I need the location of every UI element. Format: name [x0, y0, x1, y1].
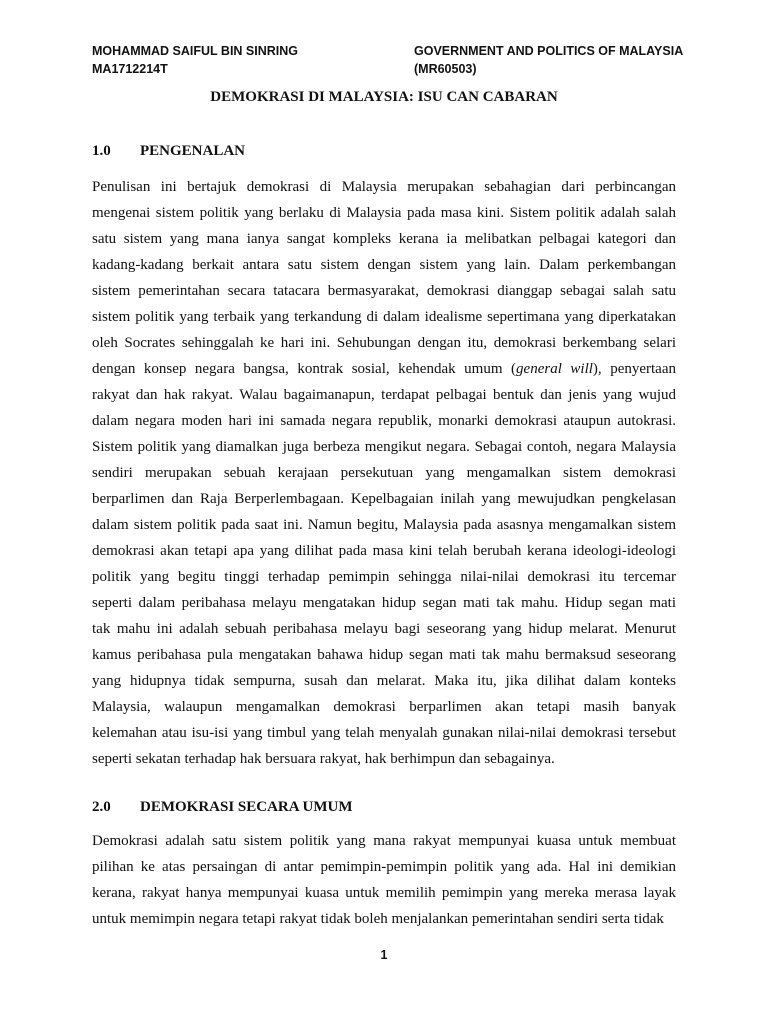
italic-term: general will: [516, 361, 593, 377]
text-line: Malaysia, walaupun mengamalkan demokrasi berparlimen akan tetapi masih banyak: [92, 699, 676, 715]
text-line: satu sistem yang mana ianya sangat kompleks kerana ia melibatkan pelbagai kategori dan: [92, 231, 676, 247]
text-line: rakyat dan hak rakyat. Walau bagaimanapun, terdapat pelbagai bentuk dan jenis yang wujud: [92, 387, 676, 403]
text-line: Penulisan ini bertajuk demokrasi di Malaysia merupakan sebahagian dari perbincangan: [92, 179, 676, 195]
text-line: untuk memimpin negara tetapi rakyat tidak boleh menjalankan pemerintahan sendiri serta tidak: [92, 911, 664, 927]
student-id: MA1712214T: [92, 62, 168, 76]
section-body-1: [92, 174, 676, 772]
text-line: Sistem politik yang diamalkan juga berbeza mengikut negara. Sebagai contoh, negara Malaysia: [92, 439, 676, 455]
text-line: kerana, rakyat hanya mempunyai kuasa untuk memilih pemimpin yang mereka merasa layak: [92, 885, 676, 901]
page-number: 1: [380, 948, 388, 962]
text-line: tak mahu ini adalah sebuah peribahasa melayu bagi seseorang yang hidup melarat. Menurut: [92, 621, 676, 637]
section-number: 2.0: [92, 799, 111, 815]
section-heading-1: [92, 143, 245, 160]
text-line: sistem pemerintahan secara tatacara bermasyarakat, demokrasi dianggap sebagai salah satu: [92, 283, 676, 299]
course-code: (MR60503): [414, 62, 477, 76]
text-line: yang hidupnya tidak sempurna, susah dan melarat. Maka itu, jika dilihat dalam konteks: [92, 673, 676, 689]
text-line: sistem politik yang terbaik yang terkandung di dalam idealisme sepertimana yang diperkatakan: [92, 309, 676, 325]
text-line: seperti sekatan terhadap hak bersuara rakyat, hak berhimpun dan sebagainya.: [92, 751, 555, 767]
text-line: kadang-kadang berkait antara satu sistem dengan sistem yang lain. Dalam perkembangan: [92, 257, 676, 273]
document-title: DEMOKRASI DI MALAYSIA: ISU CAN CABARAN: [210, 89, 558, 105]
section-title: PENGENALAN: [140, 143, 246, 159]
header-left: [92, 42, 298, 78]
text-line: demokrasi akan tetapi apa yang dilihat pada masa kini telah berubah kerana ideologi-ideologi: [92, 543, 676, 559]
course-title: GOVERNMENT AND POLITICS OF MALAYSIA: [414, 44, 684, 58]
header-right: [414, 42, 683, 78]
text-line: dalam negara moden hari ini samada negara republik, monarki demokrasi ataupun autokrasi.: [92, 413, 676, 429]
text-line: Demokrasi adalah satu sistem politik yang mana rakyat mempunyai kuasa untuk membuat: [92, 833, 676, 849]
text-line: kamus peribahasa pula mengatakan bahawa hidup segan mati tak mahu bermaksud seseorang: [92, 647, 676, 663]
section-body-2: [92, 828, 676, 932]
section-title: DEMOKRASI SECARA UMUM: [140, 799, 353, 815]
section-heading-2: [92, 799, 353, 816]
text-line: politik yang begitu tinggi terhadap pemimpin sehingga nilai-nilai demokrasi itu tercemar: [92, 569, 676, 585]
text-line: dengan konsep negara bangsa, kontrak sosial, kehendak umum (general will), penyertaan: [92, 361, 676, 377]
text-line: seperti dalam peribahasa melayu mengatakan hidup segan mati tak mahu. Hidup segan mati: [92, 595, 676, 611]
text-line: pilihan ke atas persaingan di antar pemimpin-pemimpin politik yang ada. Hal ini demikian: [92, 859, 676, 875]
section-number: 1.0: [92, 143, 111, 159]
text-line: dalam sistem politik pada saat ini. Namun begitu, Malaysia pada asasnya mengamalkan sistem: [92, 517, 676, 533]
author-name: MOHAMMAD SAIFUL BIN SINRING: [92, 44, 299, 58]
text-line: sendiri merupakan sebuah kerajaan persekutuan yang mengamalkan sistem demokrasi: [92, 465, 676, 481]
text-line: berparlimen dan Raja Berperlembagaan. Kepelbagaian inilah yang mewujudkan pengkelasan: [92, 491, 676, 507]
text-line: mengenai sistem politik yang berlaku di Malaysia pada masa kini. Sistem politik adalah salah: [92, 205, 676, 221]
text-line: oleh Socrates sehinggalah ke hari ini. Sehubungan dengan itu, demokrasi berkembang selari: [92, 335, 676, 351]
text-line: kelemahan atau isu-isi yang timbul yang telah menyalah gunakan nilai-nilai demokrasi tersebut: [92, 725, 676, 741]
